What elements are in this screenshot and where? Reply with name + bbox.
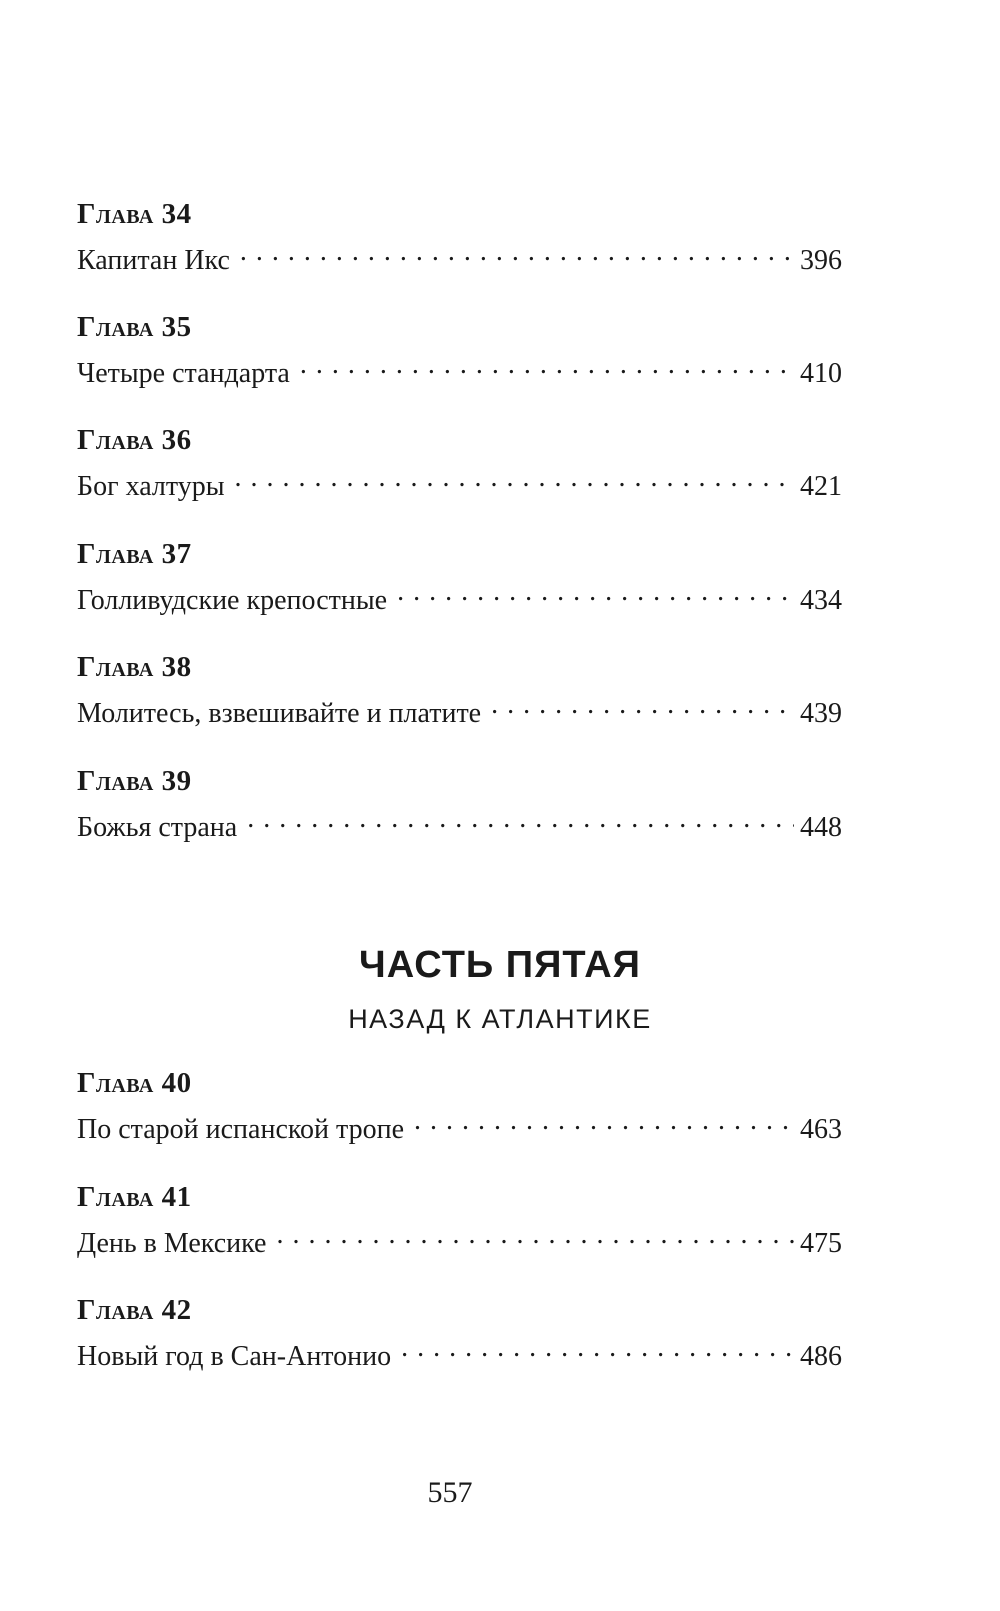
toc-line <box>77 348 842 391</box>
chapter-title: Божья страна <box>77 812 238 843</box>
chapter-page-number: 439 <box>800 698 842 729</box>
toc-entry <box>77 1066 842 1147</box>
chapter-title: Молитесь, взвешивайте и платите <box>77 698 482 729</box>
part-title: ЧАСТЬ ПЯТАЯ <box>359 944 641 986</box>
toc-entry <box>77 650 842 731</box>
toc-entry <box>77 423 842 504</box>
chapter-label: Глава 34 <box>77 198 192 230</box>
part-subtitle: НАЗАД К АТЛАНТИКЕ <box>348 1004 652 1034</box>
chapter-title: День в Мексике <box>77 1228 267 1259</box>
page-number: 557 <box>427 1476 473 1509</box>
chapter-page-number: 463 <box>800 1114 842 1145</box>
toc-line <box>77 688 842 731</box>
chapter-page-number: 421 <box>800 471 842 502</box>
dot-leader <box>414 1104 794 1138</box>
toc-line <box>77 802 842 845</box>
toc-line <box>77 1104 842 1147</box>
toc-entry <box>77 537 842 618</box>
toc-line <box>77 461 842 504</box>
toc-line <box>77 1331 842 1374</box>
chapter-label: Глава 38 <box>77 651 192 683</box>
dot-leader <box>401 1331 794 1365</box>
dot-leader <box>240 235 794 269</box>
toc-entry <box>77 310 842 391</box>
chapter-label: Глава 37 <box>77 538 192 570</box>
dot-leader <box>276 1218 794 1252</box>
chapter-page-number: 486 <box>800 1341 842 1372</box>
chapter-label: Глава 41 <box>77 1181 192 1213</box>
dot-leader <box>235 461 794 495</box>
toc-line <box>77 235 842 278</box>
toc-line <box>77 575 842 618</box>
dot-leader <box>397 575 794 609</box>
chapter-label: Глава 35 <box>77 311 192 343</box>
chapter-page-number: 434 <box>800 585 842 616</box>
toc-entry <box>77 1293 842 1374</box>
chapter-label: Глава 36 <box>77 424 192 456</box>
chapter-title: Голливудские крепостные <box>77 585 388 616</box>
dot-leader <box>247 802 794 836</box>
chapter-page-number: 410 <box>800 358 842 389</box>
chapter-title: Четыре стандарта <box>77 358 290 389</box>
toc-entry <box>77 764 842 845</box>
chapter-label: Глава 42 <box>77 1294 192 1326</box>
chapter-title: Капитан Икс <box>77 245 230 276</box>
chapter-title: По старой испанской тропе <box>77 1114 405 1145</box>
chapter-label: Глава 39 <box>77 765 192 797</box>
dot-leader <box>300 348 794 382</box>
toc-entry <box>77 1180 842 1261</box>
chapter-label: Глава 40 <box>77 1067 192 1099</box>
dot-leader <box>491 688 794 722</box>
chapter-page-number: 475 <box>800 1228 842 1259</box>
chapter-title: Новый год в Сан-Антонио <box>77 1341 392 1372</box>
chapter-page-number: 448 <box>800 812 842 843</box>
chapter-title: Бог халтуры <box>77 471 225 502</box>
chapter-page-number: 396 <box>800 245 842 276</box>
toc-line <box>77 1218 842 1261</box>
toc-entry <box>77 197 842 278</box>
